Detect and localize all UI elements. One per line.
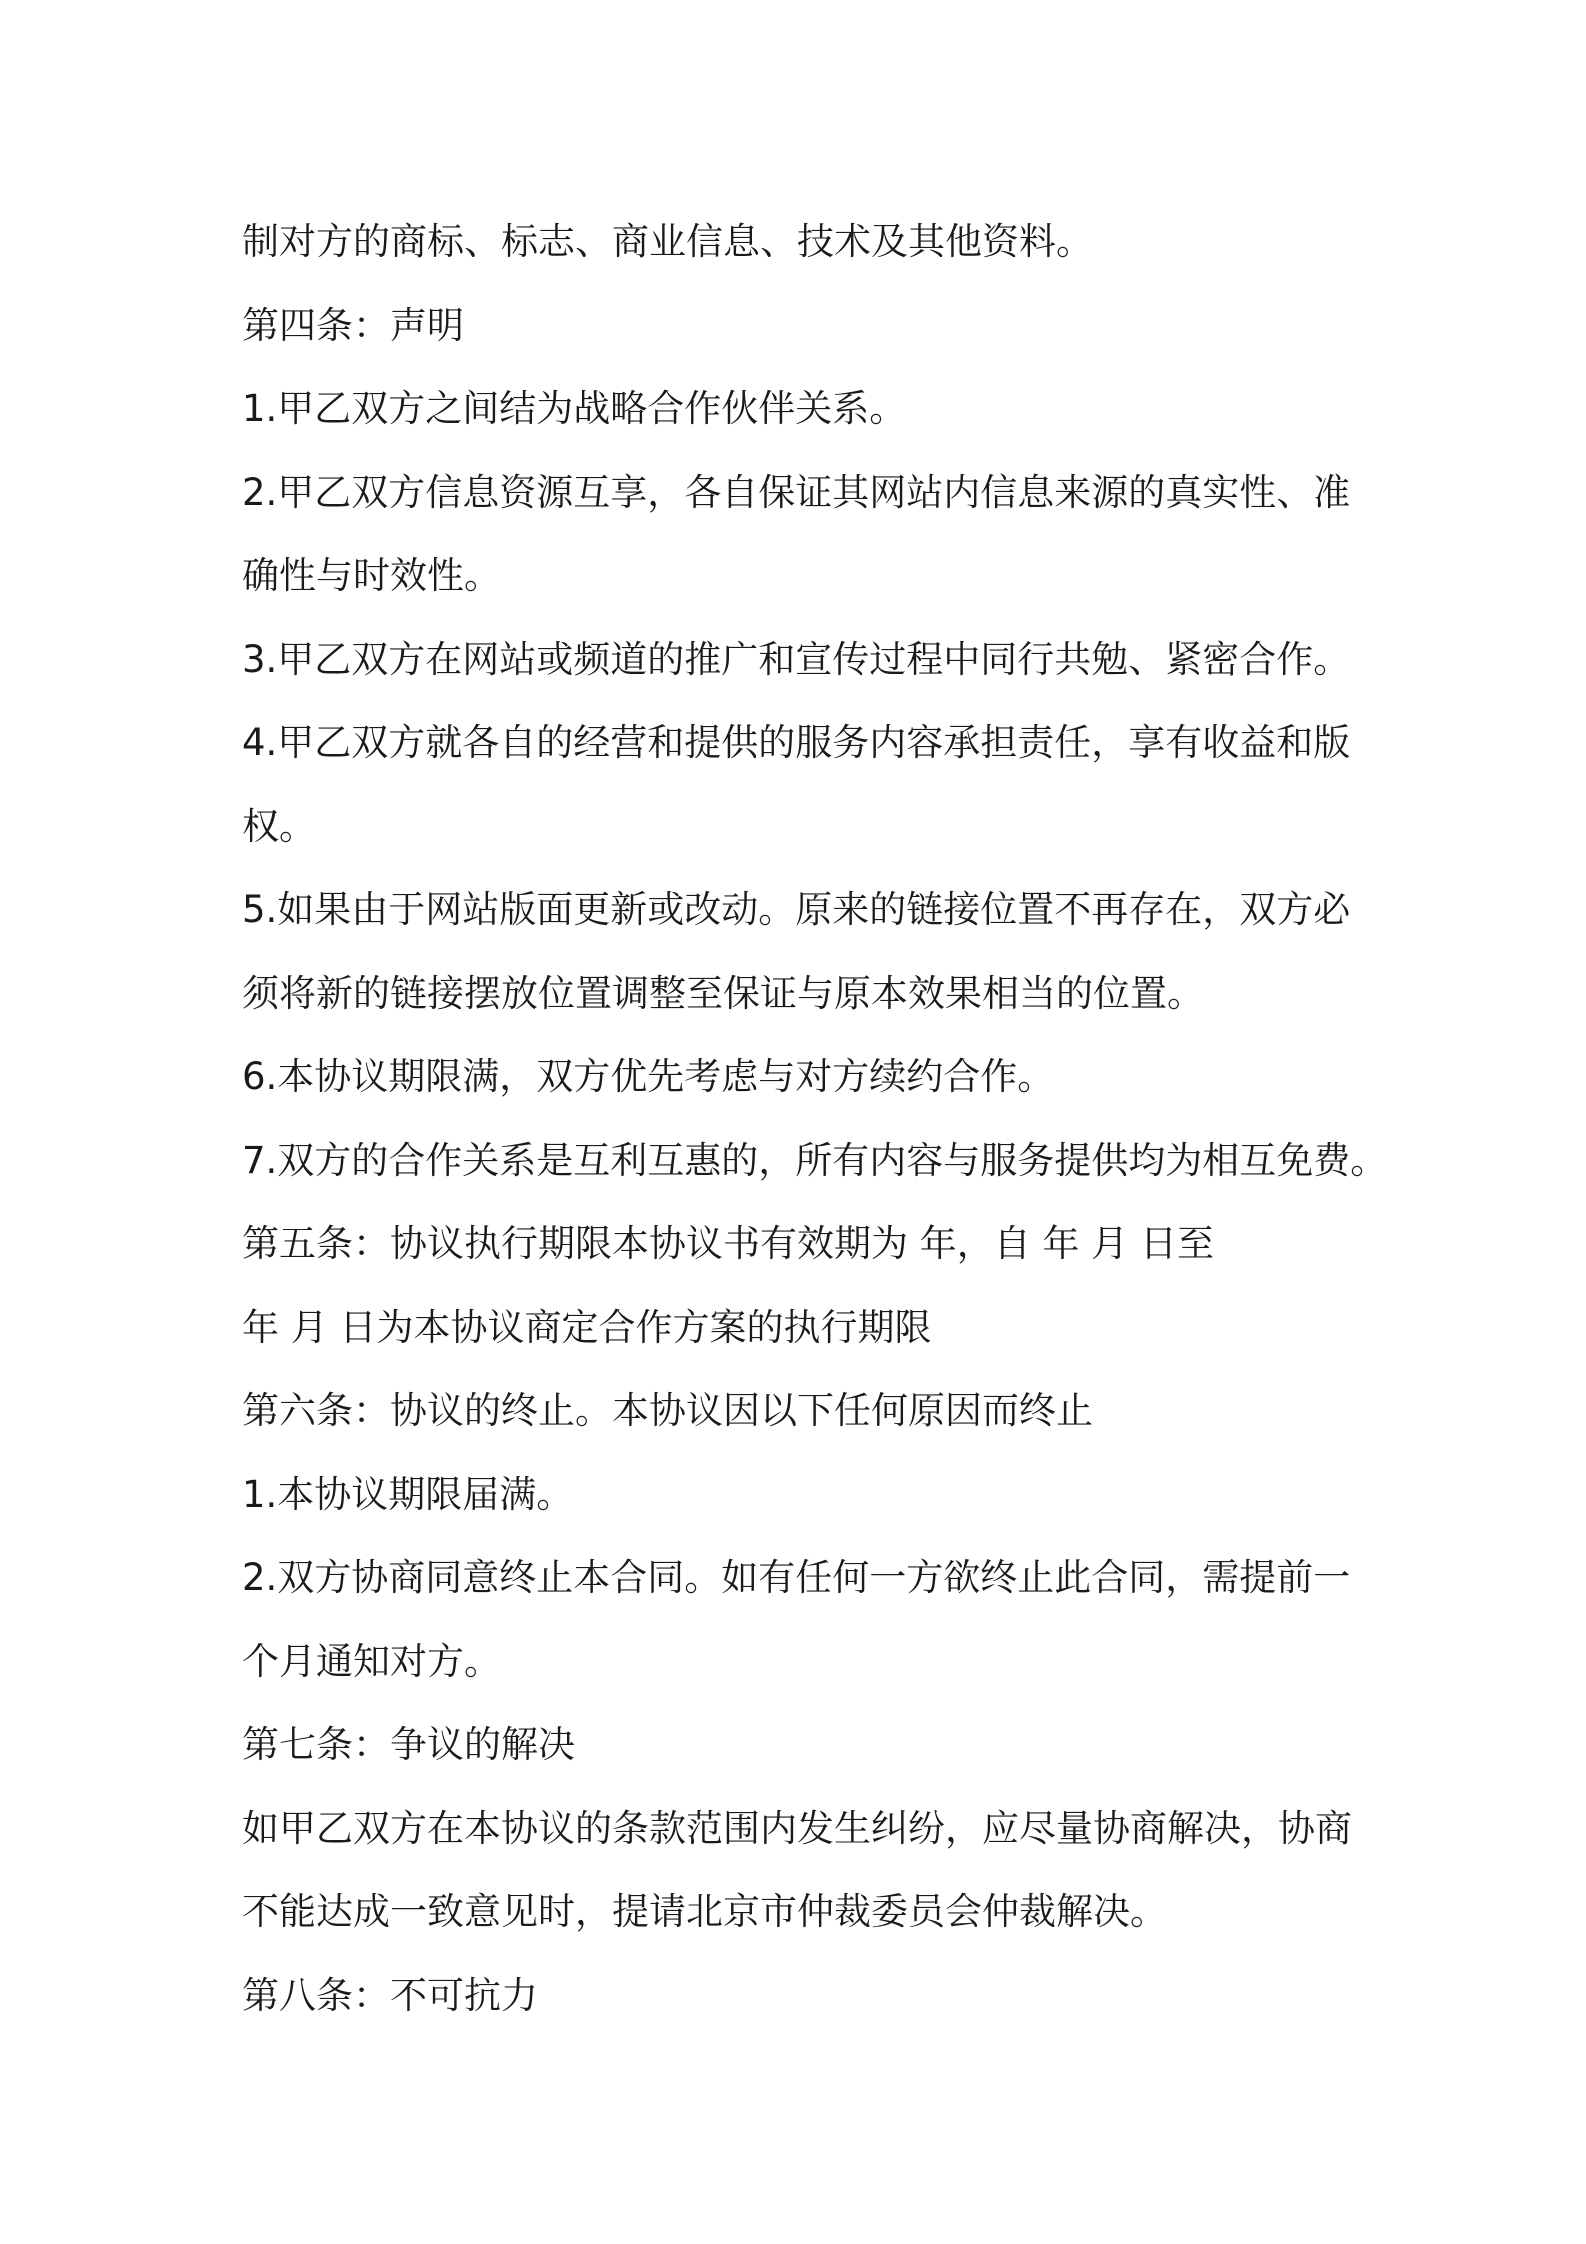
section-heading-article-5: 第五条：协议执行期限本协议书有效期为 年，自 年 月 日至 bbox=[242, 1222, 1215, 1265]
text-line: 4.甲乙双方就各自的经营和提供的服务内容承担责任，享有收益和版 bbox=[242, 721, 1351, 764]
document-body bbox=[242, 200, 1432, 2037]
text-line: 须将新的链接摆放位置调整至保证与原本效果相当的位置。 bbox=[242, 971, 1204, 1015]
section-heading-article-8: 第八条：不可抗力 bbox=[242, 1973, 538, 2017]
text-line: 年 月 日为本协议商定合作方案的执行期限 bbox=[242, 1305, 932, 1349]
section-heading-article-4: 第四条：声明 bbox=[242, 303, 464, 347]
text-line: 个月通知对方。 bbox=[242, 1639, 501, 1683]
text-line: 2.双方协商同意终止本合同。如有任何一方欲终止此合同，需提前一 bbox=[242, 1556, 1351, 1599]
text-line: 3.甲乙双方在网站或频道的推广和宣传过程中同行共勉、紧密合作。 bbox=[242, 637, 1351, 681]
text-line: 1.甲乙双方之间结为战略合作伙伴关系。 bbox=[242, 387, 907, 430]
text-line: 不能达成一致意见时，提请北京市仲裁委员会仲裁解决。 bbox=[242, 1890, 1167, 1933]
text-line: 权。 bbox=[242, 804, 316, 848]
text-line: 确性与时效性。 bbox=[242, 554, 501, 597]
text-line: 如甲乙双方在本协议的条款范围内发生纠纷，应尽量协商解决，协商 bbox=[242, 1806, 1352, 1850]
text-line: 7.双方的合作关系是互利互惠的，所有内容与服务提供均为相互免费。 bbox=[242, 1138, 1388, 1182]
text-line: 制对方的商标、标志、商业信息、技术及其他资料。 bbox=[242, 220, 1093, 263]
text-line: 6.本协议期限满，双方优先考虑与对方续约合作。 bbox=[242, 1055, 1055, 1098]
text-line: 2.甲乙双方信息资源互享，各自保证其网站内信息来源的真实性、准 bbox=[242, 470, 1351, 514]
text-line: 5.如果由于网站版面更新或改动。原来的链接位置不再存在，双方必 bbox=[242, 888, 1351, 931]
section-heading-article-6: 第六条：协议的终止。本协议因以下任何原因而终止 bbox=[242, 1389, 1093, 1432]
section-heading-article-7: 第七条：争议的解决 bbox=[242, 1723, 575, 1766]
text-line: 1.本协议期限届满。 bbox=[242, 1472, 574, 1516]
